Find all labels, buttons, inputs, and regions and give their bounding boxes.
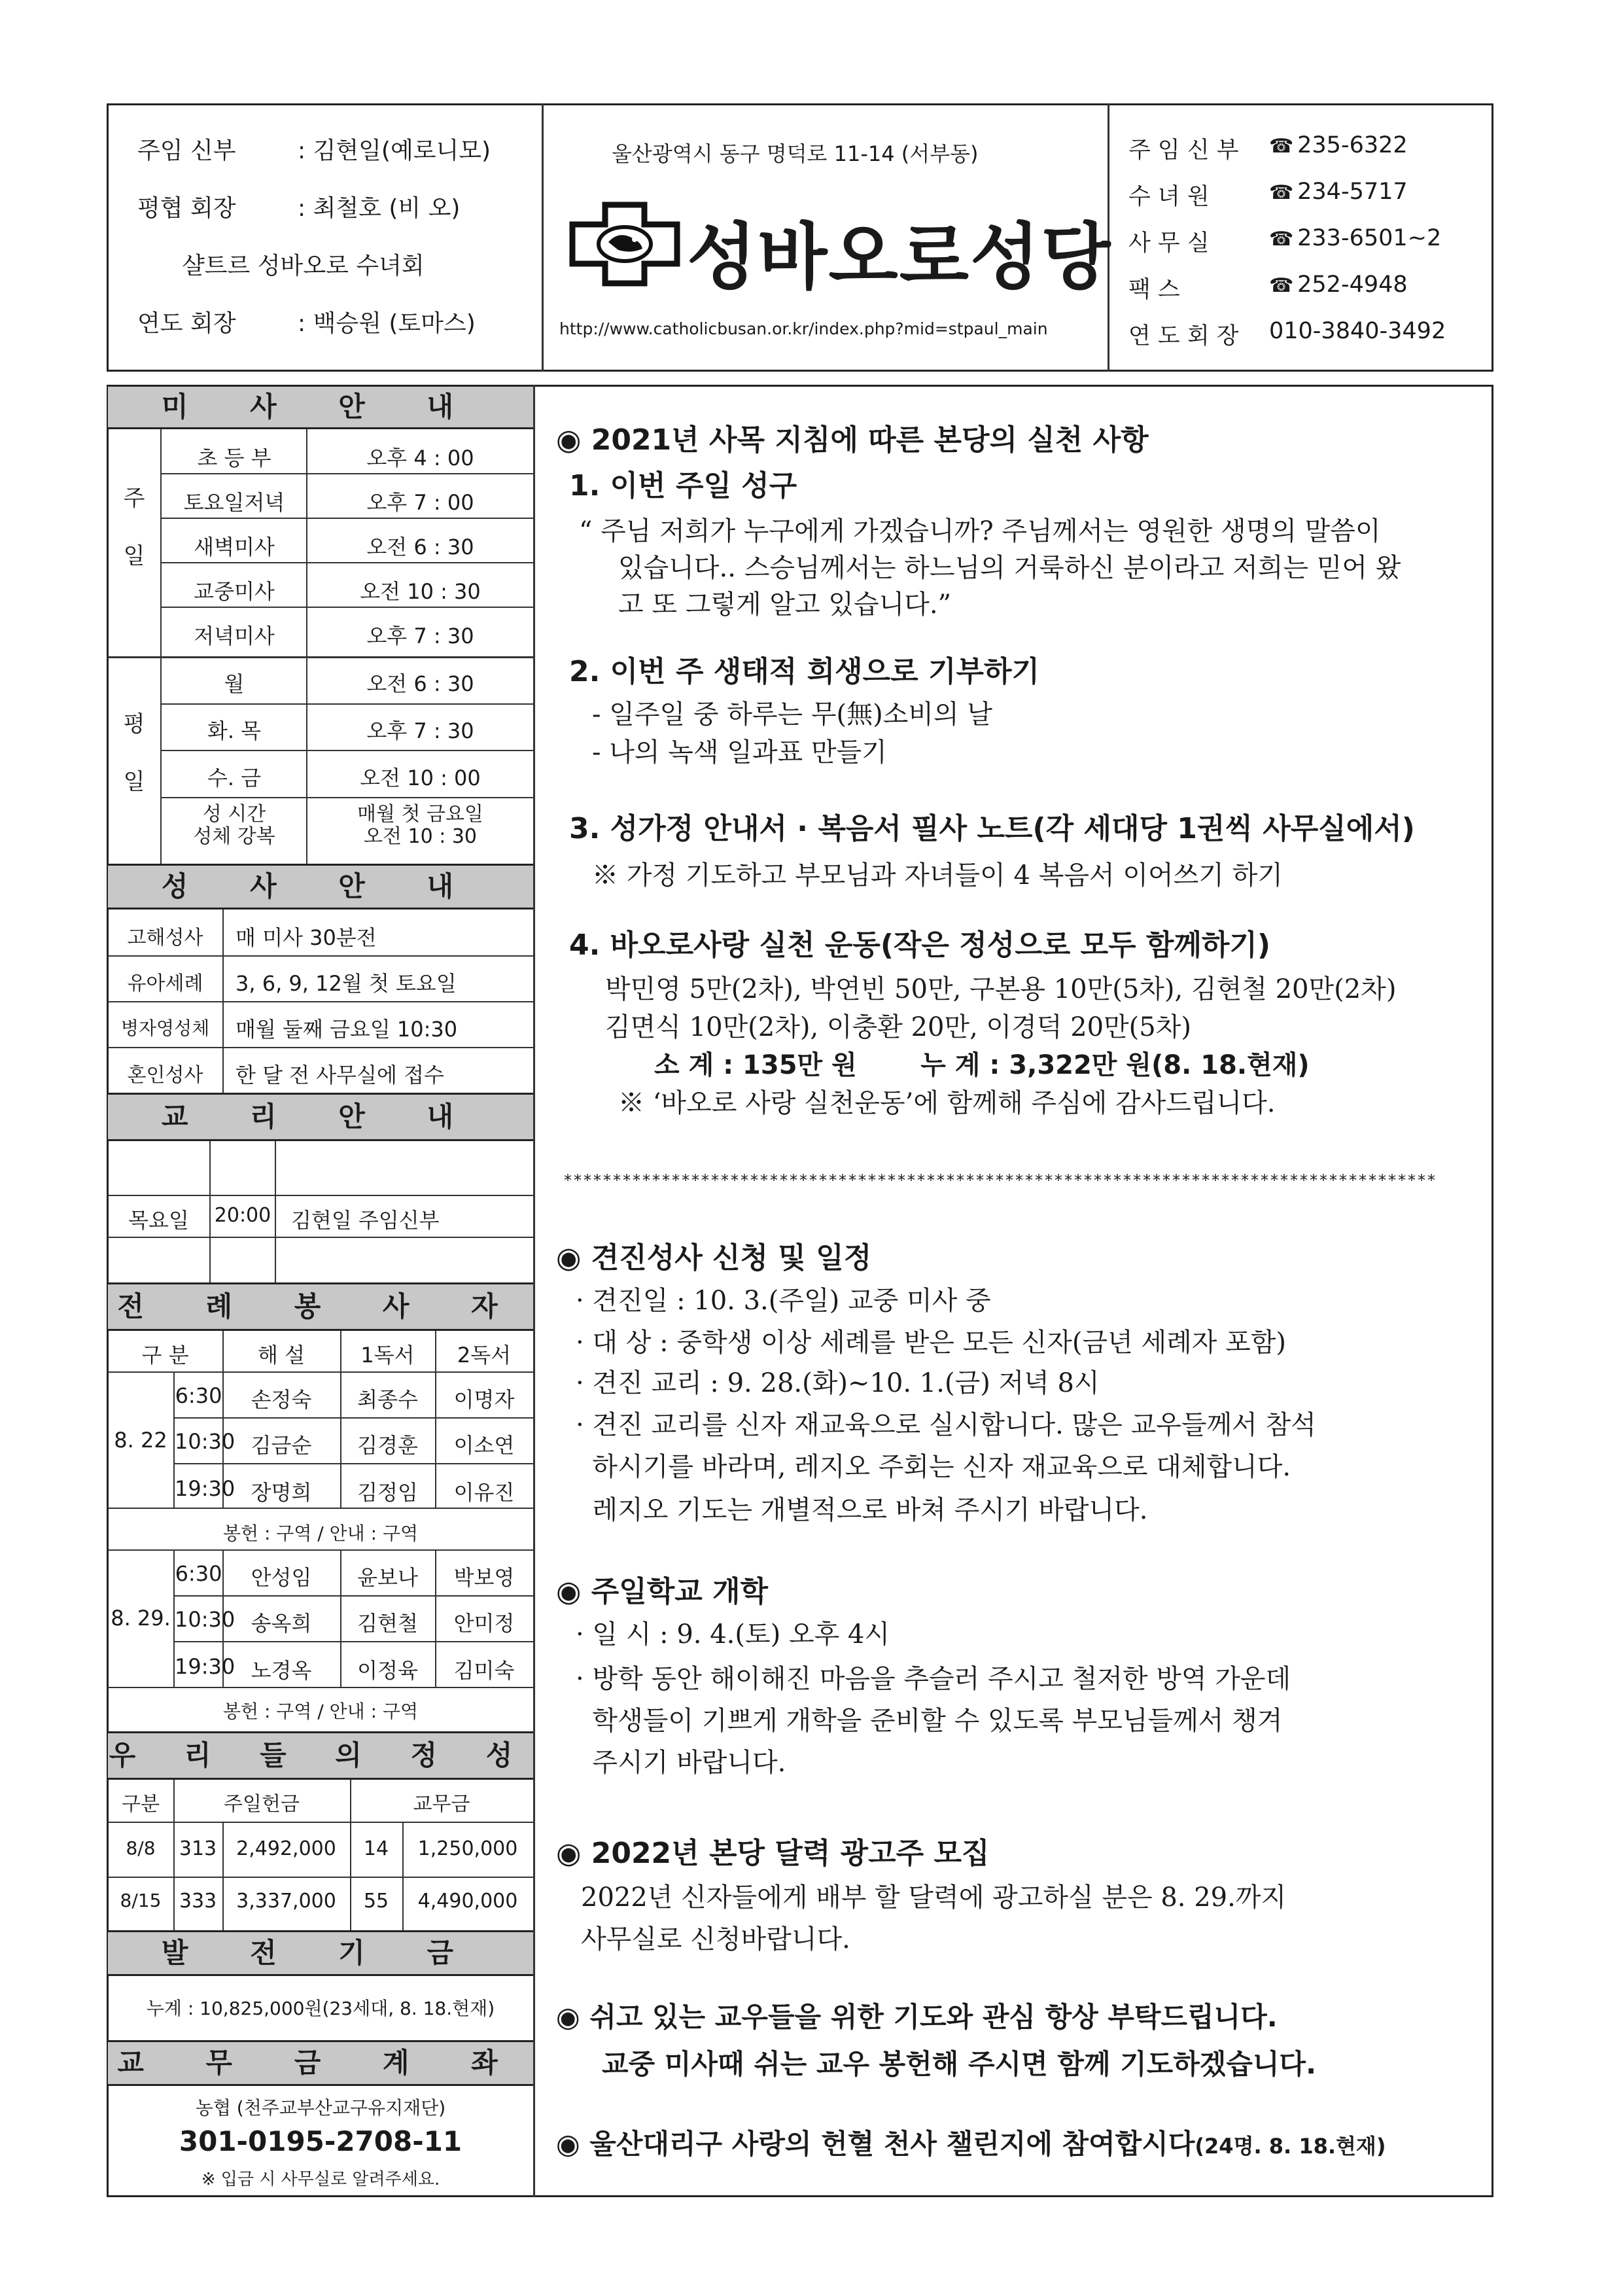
donor-line: 김면식 10만(2차), 이충환 20만, 이경덕 20만(5차): [605, 1012, 1191, 1042]
eco-line: - 일주일 중 하루는 무(無)소비의 날: [592, 699, 992, 730]
mass-time: 오전 10 : 30: [360, 579, 481, 604]
sacrament-value: 매월 둘째 금요일 10:30: [236, 1017, 458, 1042]
confirmation-line: · 견진 교리 : 9. 28.(화)~10. 1.(금) 저녁 8시: [576, 1368, 1100, 1398]
servers-title: 전 례 봉 사 자: [108, 1282, 533, 1331]
contact-label: 주 임 신 부: [1128, 137, 1239, 164]
servers-note: 봉헌 : 구역 / 안내 : 구역: [222, 1701, 419, 1722]
mass-name: 교중미사: [194, 579, 275, 604]
server-c: 이소연: [453, 1433, 515, 1458]
offering-date: 8/15: [120, 1890, 162, 1911]
offering-header: 주일헌금: [224, 1793, 300, 1816]
school-line: · 일 시 : 9. 4.(토) 오후 4시: [576, 1619, 890, 1650]
scripture-line: 고 또 그렇게 알고 있습니다.”: [618, 590, 952, 620]
staff-value: : 김현일(예로니모): [298, 137, 491, 164]
phone-icon: ☎: [1269, 274, 1294, 297]
servers-header: 2독서: [457, 1343, 512, 1368]
phone-icon: ☎: [1269, 228, 1294, 251]
mass-time: 오후 4 : 00: [366, 446, 474, 470]
mass-name: 수. 금: [207, 766, 262, 790]
staff-label: 연도 회장: [137, 310, 236, 337]
thanks-line: ※ ‘바오로 사랑 실천운동’에 함께해 주심에 감사드립니다.: [618, 1088, 1276, 1118]
confirmation-line: · 견진 교리를 신자 재교육으로 실시합니다. 많은 교우들께서 참석: [576, 1410, 1316, 1440]
doctrine-time: 20:00: [214, 1204, 271, 1227]
calendar-line: 사무실로 신청바랍니다.: [581, 1924, 850, 1954]
mass-time: 오전 6 : 30: [366, 671, 474, 696]
server-a: 장명희: [251, 1480, 312, 1505]
account-number: 301-0195-2708-11: [179, 2125, 462, 2157]
contact-phone: 235-6322: [1297, 132, 1408, 158]
server-a: 안성임: [251, 1565, 312, 1590]
confirmation-line: · 견진일 : 10. 3.(주일) 교중 미사 중: [576, 1286, 991, 1316]
sacrament-name: 병자영성체: [120, 1017, 210, 1039]
server-a: 노경옥: [251, 1658, 312, 1683]
offering-count: 55: [363, 1890, 389, 1913]
mass-name: 성 시간 성체 강복: [193, 803, 275, 848]
server-b: 이정육: [357, 1658, 418, 1683]
section-title-prayer: ◉ 쉬고 있는 교우들을 위한 기도와 관심 항상 부탁드립니다.: [556, 2001, 1278, 2033]
mass-title: 미 사 안 내: [108, 385, 533, 429]
doctrine-title: 교 리 안 내: [108, 1093, 533, 1141]
school-line: 학생들이 기쁘게 개학을 준비할 수 있도록 부모님들께서 챙겨: [576, 1706, 1283, 1736]
blood-suffix: (24명. 8. 18.현재): [1195, 2134, 1386, 2159]
prayer-line: 교중 미사때 쉬는 교우 봉헌해 주시면 함께 기도하겠습니다.: [602, 2048, 1317, 2080]
column-divider: [533, 385, 535, 2197]
divider-stars: *****************************************************************************************: [564, 1171, 1437, 1190]
section-title-pastoral: ◉ 2021년 사목 지침에 따른 본당의 실천 사항: [556, 423, 1149, 457]
sunday-label: 주 일: [123, 486, 145, 569]
server-c: 안미정: [453, 1611, 515, 1636]
subsection-eco: 2. 이번 주 생태적 희생으로 기부하기: [569, 655, 1039, 688]
school-line: 주시기 바랍니다.: [576, 1748, 786, 1778]
servers-date: 8. 29.: [111, 1606, 171, 1631]
server-b: 김현철: [357, 1611, 418, 1636]
section-title-blood: [556, 2123, 1386, 2162]
account-bank: 농협 (천주교부산교구유지재단): [195, 2097, 446, 2119]
contact-phone: 010-3840-3492: [1269, 318, 1446, 344]
school-line: · 방학 동안 해이해진 마음을 추슬러 주시고 철저한 방역 가운데: [576, 1664, 1291, 1694]
servers-time: 19:30: [175, 1476, 236, 1501]
church-logo-icon: [569, 202, 680, 287]
server-b: 김경훈: [357, 1433, 418, 1458]
server-c: 이명자: [453, 1387, 515, 1412]
section-title-confirmation: ◉ 견진성사 신청 및 일정: [556, 1241, 872, 1275]
fund-title: 발 전 기 금: [108, 1930, 533, 1976]
subsection-paul-love: 4. 바오로사랑 실천 운동(작은 정성으로 모두 함께하기): [569, 928, 1271, 962]
servers-time: 10:30: [175, 1429, 236, 1454]
account-title: 교 무 금 계 좌: [108, 2040, 533, 2086]
sisters-name: 샬트르 성바오로 수녀회: [182, 253, 425, 279]
server-a: 송옥희: [251, 1611, 312, 1636]
staff-value: : 최철호 (비 오): [298, 195, 461, 222]
server-a: 김금순: [251, 1433, 312, 1458]
family-line: ※ 가정 기도하고 부모님과 자녀들이 4 복음서 이어쓰기 하기: [592, 860, 1283, 891]
staff-label: 주임 신부: [137, 137, 236, 164]
contact-phone: 234-5717: [1297, 179, 1408, 205]
server-a: 손정숙: [251, 1387, 312, 1412]
offering-amount: 4,490,000: [417, 1890, 518, 1913]
offering-count: 333: [179, 1890, 217, 1913]
mass-time: 오전 10 : 00: [360, 766, 481, 790]
sacrament-value: 3, 6, 9, 12월 첫 토요일: [236, 971, 457, 996]
offering-amount: 1,250,000: [417, 1837, 518, 1860]
servers-time: 10:30: [175, 1607, 236, 1632]
server-b: 윤보나: [357, 1565, 418, 1590]
sacrament-value: 매 미사 30분전: [236, 925, 377, 950]
offering-date: 8/8: [126, 1837, 156, 1859]
phone-icon: ☎: [1269, 181, 1294, 204]
staff-label: 평협 회장: [137, 195, 236, 222]
offering-count: 14: [363, 1837, 389, 1860]
donor-line: 박민영 5만(2차), 박연빈 50만, 구본용 10만(5차), 김현철 20만(2차): [605, 974, 1397, 1004]
confirmation-line: 하시기를 바라며, 레지오 주회는 신자 재교육으로 대체합니다.: [576, 1452, 1291, 1482]
mass-name: 초 등 부: [197, 446, 271, 470]
servers-header: 구 분: [141, 1343, 189, 1368]
church-name: 성바오로성당: [687, 215, 1112, 299]
server-b: 김정임: [357, 1480, 418, 1505]
scripture-line: 있습니다.. 스승님께서는 하느님의 거룩하신 분이라고 저희는 믿어 왔: [618, 553, 1401, 583]
mass-time: 오후 7 : 30: [366, 624, 474, 648]
address: 울산광역시 동구 명덕로 11-14 (서부동): [612, 141, 979, 166]
confirmation-line: 레지오 기도는 개별적으로 바쳐 주시기 바랍니다.: [576, 1495, 1148, 1525]
weekday-label: 평 일: [123, 711, 145, 795]
servers-header: 해 설: [258, 1343, 305, 1368]
servers-note: 봉헌 : 구역 / 안내 : 구역: [222, 1523, 419, 1544]
eco-line: - 나의 녹색 일과표 만들기: [592, 737, 887, 768]
server-c: 이유진: [453, 1480, 515, 1505]
staff-value: : 백승원 (토마스): [298, 310, 476, 337]
fund-total: 누계 : 10,825,000원(23세대, 8. 18.현재): [146, 1998, 495, 2019]
server-b: 최종수: [357, 1387, 418, 1412]
server-c: 김미숙: [453, 1658, 515, 1683]
blood-title: ◉ 울산대리구 사랑의 헌혈 천사 챌린지에 참여합시다: [556, 2128, 1195, 2160]
account-note: ※ 입금 시 사무실로 알려주세요.: [201, 2170, 440, 2189]
servers-date: 8. 22: [114, 1428, 167, 1453]
donation-sum: 소 계 : 135만 원 누 계 : 3,322만 원(8. 18.현재): [654, 1050, 1310, 1080]
mass-time: 매월 첫 금요일 오전 10 : 30: [357, 803, 483, 848]
phone-icon: ☎: [1269, 135, 1294, 158]
mass-name: 새벽미사: [194, 535, 275, 559]
server-c: 박보영: [453, 1565, 515, 1590]
contact-phone: 233-6501~2: [1297, 225, 1442, 251]
calendar-line: 2022년 신자들에게 배부 할 달력에 광고하실 분은 8. 29.까지: [581, 1882, 1287, 1913]
contact-label: 수 녀 원: [1128, 184, 1210, 210]
mass-name: 화. 목: [207, 718, 262, 743]
offering-header: 구분: [122, 1793, 160, 1816]
contact-phone: 252-4948: [1297, 272, 1408, 298]
sacrament-value: 한 달 전 사무실에 접수: [236, 1063, 444, 1087]
sacrament-name: 유아세례: [127, 972, 203, 995]
mass-name: 저녁미사: [194, 624, 275, 648]
mass-time: 오후 7 : 30: [366, 718, 474, 743]
sacrament-name: 혼인성사: [127, 1064, 203, 1087]
mass-name: 토요일저녁: [183, 490, 285, 515]
scripture-line: “ 주님 저희가 누구에게 가겠습니까? 주님께서는 영원한 생명의 말씀이: [579, 516, 1381, 546]
contact-label: 사 무 실: [1128, 230, 1210, 256]
contact-label: 연 도 회 장: [1128, 323, 1239, 349]
offering-title: 우 리 들 의 정 성: [108, 1731, 533, 1780]
servers-header: 1독서: [360, 1343, 415, 1368]
offering-header: 교무금: [413, 1793, 470, 1816]
subsection-family: 3. 성가정 안내서 · 복음서 필사 노트(각 세대당 1권씩 사무실에서): [569, 812, 1415, 845]
confirmation-line: · 대 상 : 중학생 이상 세례를 받은 모든 신자(금년 세례자 포함): [576, 1328, 1286, 1358]
mass-time: 오전 6 : 30: [366, 535, 474, 559]
offering-count: 313: [179, 1837, 217, 1860]
mass-name: 월: [224, 671, 245, 696]
website-url[interactable]: http://www.catholicbusan.or.kr/index.php?mid=stpaul_main: [559, 319, 1048, 338]
section-title-sunday-school: ◉ 주일학교 개학: [556, 1575, 769, 1608]
offering-amount: 3,337,000: [236, 1890, 336, 1913]
offering-amount: 2,492,000: [236, 1837, 336, 1860]
doctrine-day: 목요일: [128, 1208, 189, 1233]
contact-label: 팩 스: [1128, 277, 1180, 303]
subsection-scripture: 1. 이번 주일 성구: [569, 469, 797, 503]
section-title-calendar: ◉ 2022년 본당 달력 광고주 모집: [556, 1837, 990, 1870]
mass-time: 오후 7 : 00: [366, 490, 474, 515]
sacrament-name: 고해성사: [127, 927, 203, 949]
servers-time: 19:30: [175, 1654, 236, 1679]
sacrament-title: 성 사 안 내: [108, 864, 533, 910]
servers-time: 6:30: [175, 1561, 222, 1586]
doctrine-teacher: 김현일 주임신부: [291, 1208, 440, 1233]
servers-time: 6:30: [175, 1383, 222, 1408]
